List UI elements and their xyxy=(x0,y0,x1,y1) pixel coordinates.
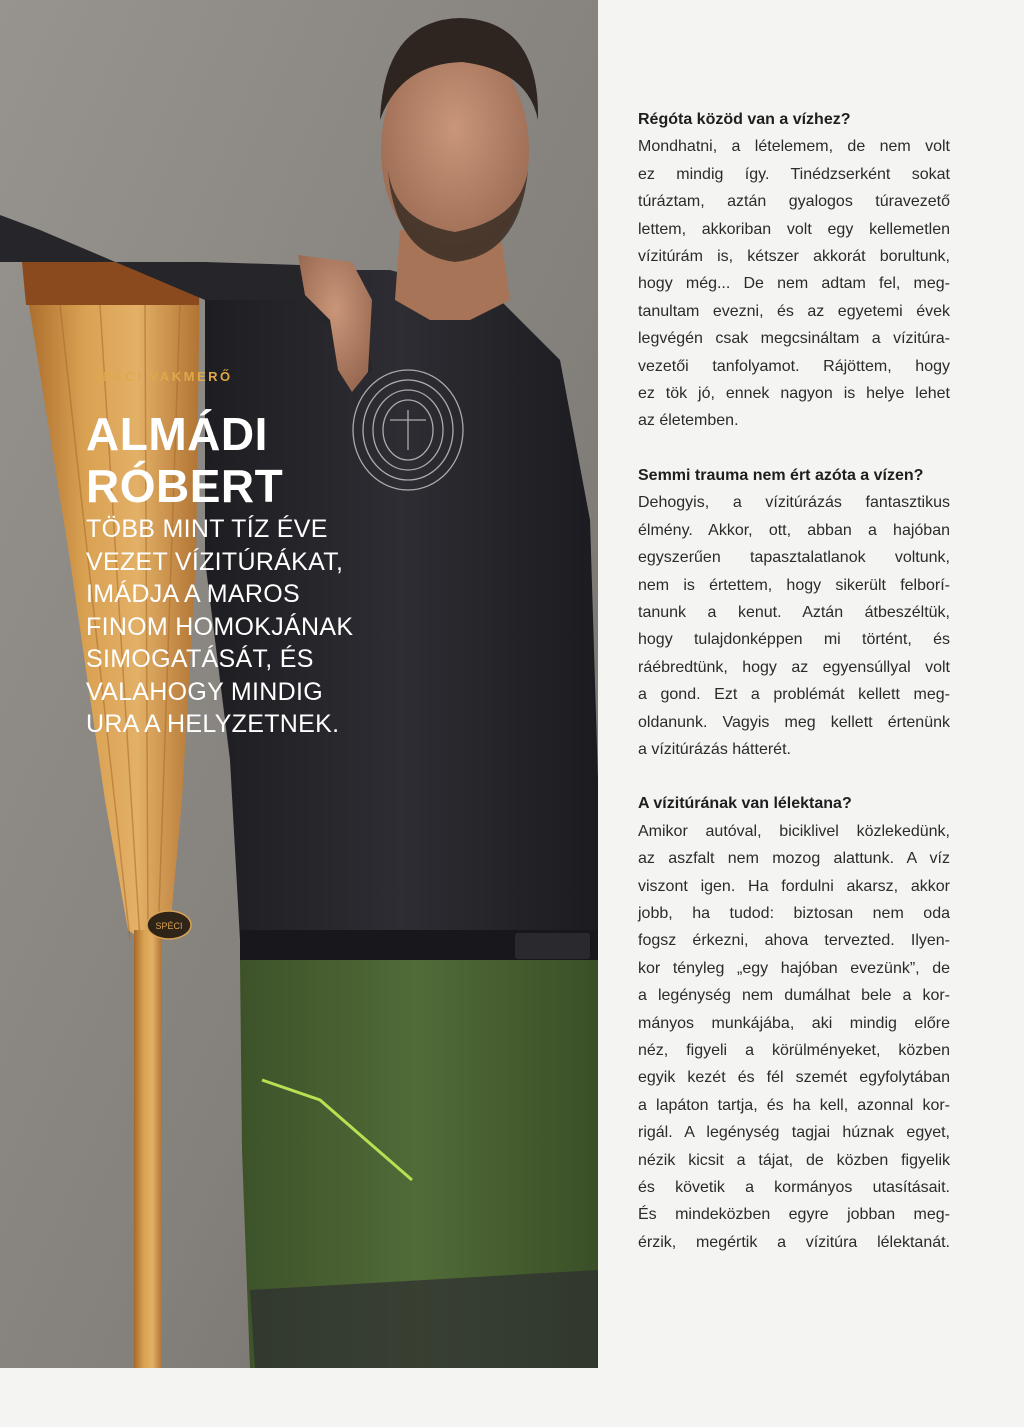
answer-line: néz, figyeli a körülményeket, közben xyxy=(638,1042,950,1059)
title-line: ALMÁDI xyxy=(86,408,268,460)
subtitle-line: FINOM HOMOKJÁNAK xyxy=(86,612,354,641)
answer-line: a gond. Ezt a problémát kellett meg- xyxy=(638,686,950,704)
interview-section xyxy=(638,790,950,1256)
interview-question: Régóta közöd van a vízhez? xyxy=(638,111,851,128)
paddle-logo-text: SPÉCI xyxy=(155,921,183,931)
answer-line: ráébredtünk, hogy az egyensúllyal volt xyxy=(638,658,950,676)
answer-line: és követik a kormányos utasításait. xyxy=(638,1179,950,1197)
answer-line: Mondhatni, a lételemem, de nem volt xyxy=(638,138,950,156)
answer-line: érzik, megértik a vízitúra lélektanát. xyxy=(638,1233,950,1251)
answer-line: viszont igen. Ha fordulni akarsz, akkor xyxy=(638,877,950,895)
answer-line: És mindeközben egyre jobban meg- xyxy=(638,1206,950,1224)
answer-line: hogy tulajdonképpen mi történt, és xyxy=(638,631,950,649)
subtitle-line: TÖBB MINT TÍZ ÉVE xyxy=(86,515,328,543)
kicker-prefix: SPÉCI xyxy=(92,369,144,384)
answer-line: hogy még... De nem adtam fel, meg- xyxy=(638,275,950,293)
answer-line: a lapáton tartja, és ha kell, azonnal kor- xyxy=(638,1096,950,1114)
answer-line: tanultam evezni, és az egyetemi évek xyxy=(638,302,950,320)
answer-line: egyik kezét és fél szemét egyfolytában xyxy=(638,1069,950,1087)
answer-line: ez mindig így. Tinédzserként sokat xyxy=(638,165,950,183)
interview-answer xyxy=(638,818,950,1257)
belt-buckle xyxy=(515,933,590,959)
interview-question: A vízitúrának van lélektana? xyxy=(638,795,852,813)
answer-line: mányos munkájába, aki mindig előre xyxy=(638,1014,950,1032)
kicker-highlight: VAKMERŐ xyxy=(149,369,233,384)
answer-line: tanunk a kenut. Aztán átbeszéltük, xyxy=(638,603,950,621)
subtitle-line: URA A HELYZETNEK. xyxy=(86,710,340,738)
answer-line: kor tényleg „egy hajóban evezünk”, de xyxy=(638,959,950,977)
title-line: RÓBERT xyxy=(86,460,284,512)
interview-answer xyxy=(638,133,950,434)
subtitle-line: VALAHOGY MINDIG xyxy=(86,677,323,706)
interview-question: Semmi trauma nem ért azóta a vízen? xyxy=(638,466,924,484)
interview-column xyxy=(638,106,950,1283)
answer-line: fogsz érkezni, ahova tervezted. Ilyen- xyxy=(638,932,950,950)
answer-line: Amikor autóval, biciklivel közlekedünk, xyxy=(638,822,950,840)
answer-line: túráztam, aztán gyalogos túravezető xyxy=(638,193,950,211)
answer-line: a legénység nem dumálhat bele a kor- xyxy=(638,987,950,1005)
subtitle-line: SIMOGATÁSÁT, ÉS xyxy=(86,645,314,673)
paddle-shaft xyxy=(134,930,162,1368)
answer-line: az aszfalt nem mozog alattunk. A víz xyxy=(638,850,950,868)
answer-line: jobb, ha tudod: biztosan nem oda xyxy=(638,904,950,922)
answer-line: lettem, akkoriban volt egy kellemetlen xyxy=(638,220,950,238)
answer-line: élmény. Akkor, ott, abban a hajóban xyxy=(638,521,950,539)
answer-line: egyszerűen tapasztalatlanok voltunk, xyxy=(638,549,950,567)
answer-line: vízitúrám is, kétszer akkorát borultunk, xyxy=(638,248,950,266)
answer-line: rigál. A legénység tagjai húznak egyet, xyxy=(638,1124,950,1142)
answer-line: az életemben. xyxy=(638,412,739,430)
interview-section xyxy=(638,106,950,435)
article-subtitle xyxy=(86,513,353,741)
interview-section xyxy=(638,462,950,763)
answer-line: ez tök jó, ennek nagyon is helye lehet xyxy=(638,385,950,403)
answer-line: legvégén csak megcsináltam a vízitúra- xyxy=(638,330,950,348)
interview-answer xyxy=(638,489,950,763)
subtitle-line: IMÁDJA A MAROS xyxy=(86,580,300,608)
answer-line: Dehogyis, a vízitúrázás fantasztikus xyxy=(638,494,950,512)
answer-line: nem is értettem, hogy sikerült felborí- xyxy=(638,576,950,594)
answer-line: oldanunk. Vagyis meg kellett értenünk xyxy=(638,713,950,731)
subtitle-line: VEZET VÍZITÚRÁKAT, xyxy=(86,547,344,576)
section-kicker xyxy=(92,369,233,384)
answer-line: nézik kicsit a tájat, de közben figyelik xyxy=(638,1151,950,1169)
answer-line: vezetői tanfolyamot. Rájöttem, hogy xyxy=(638,357,950,375)
answer-line: a vízitúrázás hátterét. xyxy=(638,740,791,758)
article-title xyxy=(86,408,283,512)
